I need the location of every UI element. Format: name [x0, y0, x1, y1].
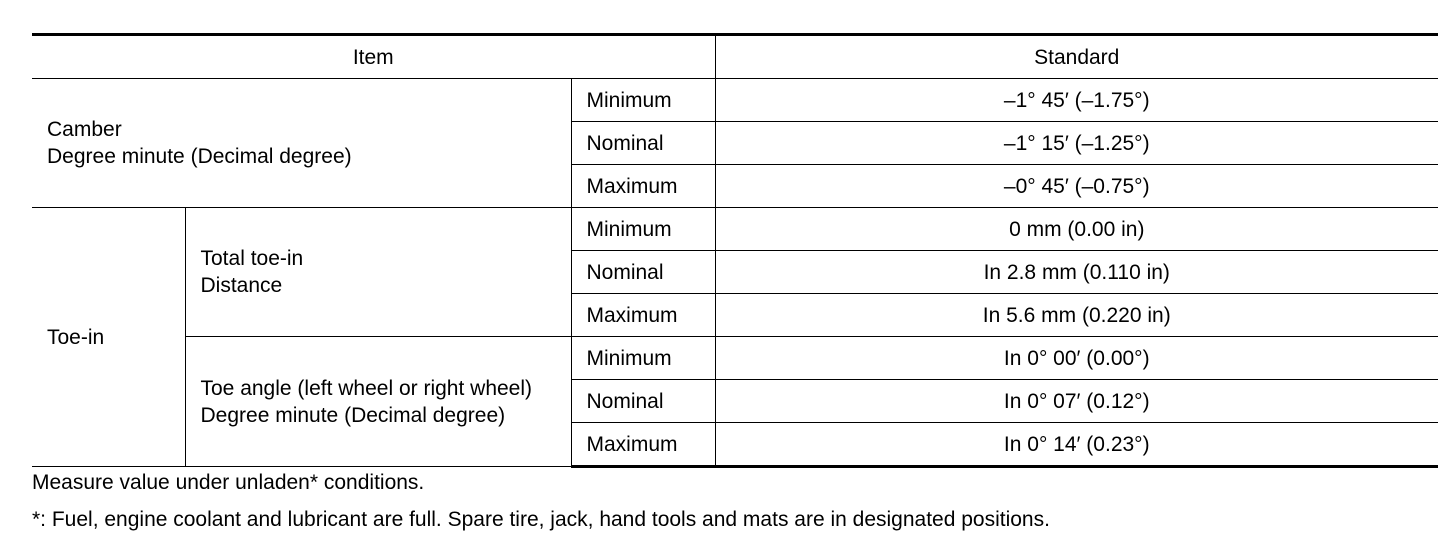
- table-row: [32, 208, 1438, 251]
- value-cell: In 2.8 mm (0.110 in): [715, 251, 1438, 294]
- header-standard: Standard: [715, 35, 1438, 79]
- condition-cell: Nominal: [571, 251, 715, 294]
- toe-in-label: Toe-in: [32, 208, 185, 467]
- total-toe-in-label-line2: Distance: [200, 274, 283, 297]
- value-cell: –1° 15′ (–1.25°): [715, 122, 1438, 165]
- value-cell: –0° 45′ (–0.75°): [715, 165, 1438, 208]
- table-row: [32, 337, 1438, 380]
- wheel-alignment-table: [32, 33, 1438, 468]
- value-cell: –1° 45′ (–1.75°): [715, 79, 1438, 122]
- value-cell: In 0° 07′ (0.12°): [715, 380, 1438, 423]
- header-item: Item: [32, 35, 715, 79]
- note-footnote: *: Fuel, engine coolant and lubricant are full. Spare tire, jack, hand tools and mats are in designated positions.: [32, 508, 1050, 531]
- value-cell: In 0° 00′ (0.00°): [715, 337, 1438, 380]
- table-row: [32, 79, 1438, 122]
- value-cell: In 0° 14′ (0.23°): [715, 423, 1438, 467]
- condition-cell: Minimum: [571, 337, 715, 380]
- toe-angle-label-line1: Toe angle (left wheel or right wheel): [200, 376, 533, 400]
- condition-cell: Maximum: [571, 165, 715, 208]
- camber-label: [32, 79, 571, 208]
- camber-label-line1: Camber: [47, 118, 122, 141]
- camber-label-line2: Degree minute (Decimal degree): [47, 145, 352, 168]
- condition-cell: Maximum: [571, 423, 715, 467]
- total-toe-in-label: [185, 208, 571, 337]
- condition-cell: Nominal: [571, 122, 715, 165]
- condition-cell: Nominal: [571, 380, 715, 423]
- value-cell: 0 mm (0.00 in): [715, 208, 1438, 251]
- condition-cell: Maximum: [571, 294, 715, 337]
- toe-angle-label-line2: Degree minute (Decimal degree): [200, 403, 506, 427]
- total-toe-in-label-line1: Total toe-in: [200, 247, 304, 270]
- note-unladen: Measure value under unladen* conditions.: [32, 471, 425, 494]
- condition-cell: Minimum: [571, 79, 715, 122]
- header-row: [32, 35, 1438, 79]
- toe-angle-label: [185, 337, 571, 467]
- value-cell: In 5.6 mm (0.220 in): [715, 294, 1438, 337]
- condition-cell: Minimum: [571, 208, 715, 251]
